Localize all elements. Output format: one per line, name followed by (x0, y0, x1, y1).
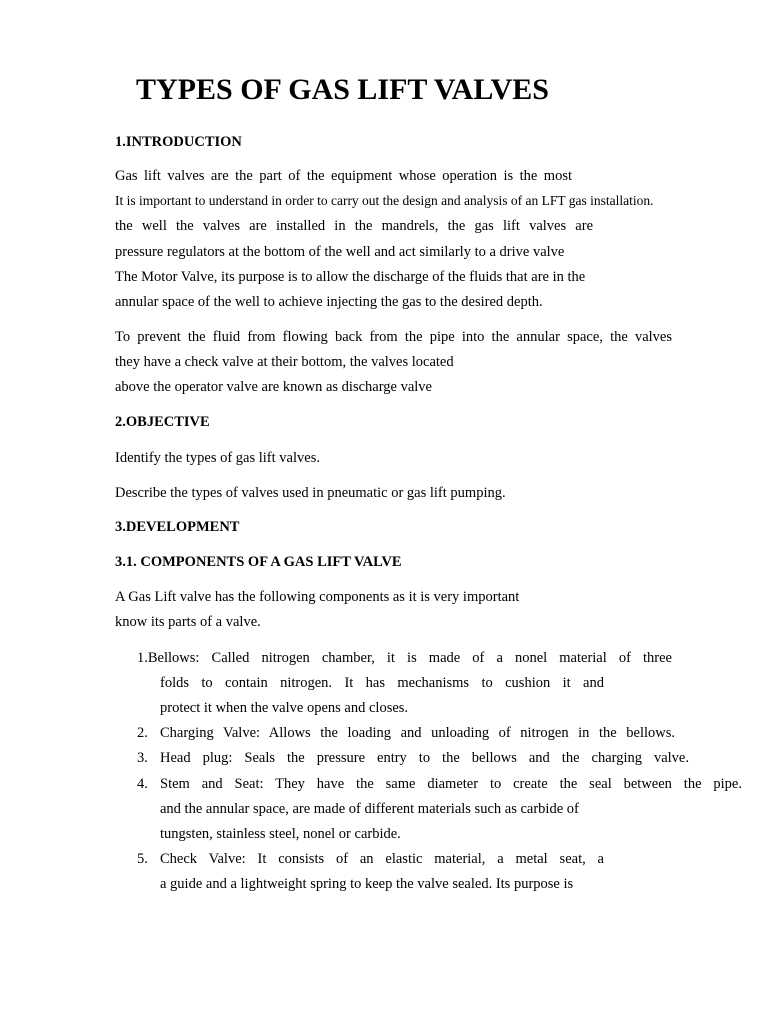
section-heading-objective: 2.OBJECTIVE (115, 414, 210, 430)
section-heading-introduction: 1.INTRODUCTION (115, 134, 242, 150)
list-item-4-line-1: Stem and Seat: They have the same diameter to create the seal between the pipe. (160, 776, 742, 792)
intro-line-3: the well the valves are installed in the mandrels, the gas lift valves are (115, 218, 593, 234)
intro-p2-line-2: they have a check valve at their bottom, the valves located (115, 354, 454, 370)
list-item-5-line-2: a guide and a lightweight spring to keep the valve sealed. Its purpose is (160, 876, 574, 892)
list-number-5: 5. (137, 851, 148, 867)
list-item-2: Charging Valve: Allows the loading and unloading of nitrogen in the bellows. (160, 725, 675, 741)
page-title: TYPES OF GAS LIFT VALVES (136, 73, 549, 106)
section-heading-development: 3.DEVELOPMENT (115, 519, 240, 535)
list-item-1-line-1: 1.Bellows: Called nitrogen chamber, it is made of a nonel material of three (137, 650, 672, 666)
list-item-4-line-3: tungsten, stainless steel, nonel or carbide. (160, 826, 401, 842)
list-item-4-line-2: and the annular space, are made of different materials such as carbide of (160, 801, 579, 817)
intro-line-2: It is important to understand in order to carry out the design and analysis of an LFT gas installation. (115, 193, 654, 208)
objective-item-2: Describe the types of valves used in pneumatic or gas lift pumping. (115, 485, 506, 501)
components-intro-line-2: know its parts of a valve. (115, 614, 261, 630)
intro-p2-line-3: above the operator valve are known as discharge valve (115, 379, 432, 395)
subsection-heading-components: 3.1. COMPONENTS OF A GAS LIFT VALVE (115, 554, 402, 570)
objective-item-1: Identify the types of gas lift valves. (115, 450, 320, 466)
intro-line-5: The Motor Valve, its purpose is to allow the discharge of the fluids that are in the (115, 269, 586, 285)
components-intro-line-1: A Gas Lift valve has the following components as it is very important (115, 589, 520, 605)
intro-p2-line-1: To prevent the fluid from flowing back from the pipe into the annular space, the valves (115, 329, 672, 345)
intro-line-4: pressure regulators at the bottom of the well and act similarly to a drive valve (115, 244, 565, 260)
list-number-3: 3. (137, 750, 148, 766)
list-item-5-line-1: Check Valve: It consists of an elastic material, a metal seat, a (160, 851, 604, 867)
list-item-1-line-2: folds to contain nitrogen. It has mechanisms to cushion it and (160, 675, 604, 691)
intro-line-1: Gas lift valves are the part of the equipment whose operation is the most (115, 168, 572, 184)
list-number-2: 2. (137, 725, 148, 741)
intro-line-6: annular space of the well to achieve injecting the gas to the desired depth. (115, 294, 543, 310)
list-number-4: 4. (137, 776, 148, 792)
list-item-1-line-3: protect it when the valve opens and closes. (160, 700, 409, 716)
list-item-3: Head plug: Seals the pressure entry to the bellows and the charging valve. (160, 750, 689, 766)
